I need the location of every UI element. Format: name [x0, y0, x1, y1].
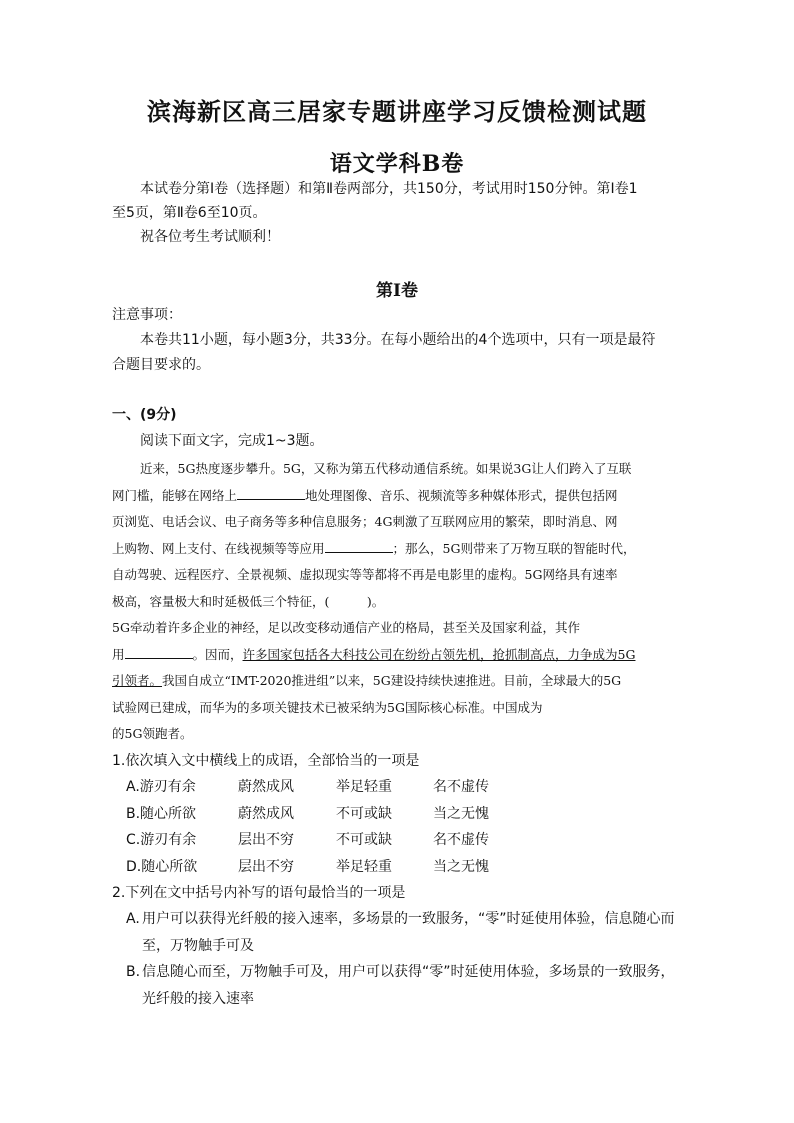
underlined-sentence-end: 引领者。 — [112, 673, 163, 688]
section1-heading: 一、(9分) — [112, 407, 177, 423]
intro-wish: 祝各位考生考试顺利！ — [140, 229, 280, 245]
question-2-stem: 2.下列在文中括号内补写的语句最恰当的一项是 — [112, 885, 406, 901]
option-word: 举足轻重 — [336, 779, 392, 795]
option-word: A.游刃有余 — [126, 779, 196, 795]
option-word: 蔚然成风 — [238, 805, 294, 822]
passage-line: 试验网已建成，而华为的多项关键技术已被采纳为5G国际核心标准。中国成为 — [112, 699, 543, 715]
exam-title: 滨海新区高三居家专题讲座学习反馈检测试题 — [147, 97, 647, 126]
option-text: 用户可以获得光纤般的接入速率，多场景的一致服务，“零”时延使用体验，信息随心而至，万物触手可及 — [142, 911, 675, 954]
option-word: 名不虚传 — [433, 832, 489, 848]
passage-text: 。因而， — [192, 646, 243, 662]
part1-title: 第Ⅰ卷 — [376, 281, 418, 301]
exam-intro — [112, 177, 682, 249]
option-word: 层出不穷 — [238, 832, 294, 848]
option-word: 不可或缺 — [336, 832, 392, 848]
exam-subtitle: 语文学科B卷 — [329, 151, 465, 177]
option-word: 举足轻重 — [336, 858, 392, 875]
option-word: D.随心所欲 — [126, 858, 198, 875]
notice-label: 注意事项： — [112, 307, 182, 323]
passage-line: 页浏览、电话会议、电子商务等多种信息服务；4G刺激了互联网应用的繁荣，即时消息、网 — [112, 514, 618, 529]
passage-text: 我国自成立“IMT-2020推进组”以来，5G建设持续快速推进。目前，全球最大的5G — [162, 673, 622, 688]
notice-line-1: 本卷共11小题，每小题3分，共33分。在每小题给出的4个选项中，只有一项是最符 — [140, 332, 656, 348]
underlined-sentence: 许多国家包括各大科技公司在纷纷占领先机，抢抓制高点，力争成为5G — [242, 646, 636, 662]
passage-line — [112, 668, 682, 695]
passage-text: 网门槛，能够在网络上 — [112, 487, 238, 503]
passage-line: 的5G领跑者。 — [112, 726, 193, 741]
option-word: B.随心所欲 — [126, 805, 197, 822]
notice-line-2: 合题目要求的。 — [112, 357, 210, 373]
option-word: 当之无愧 — [433, 805, 489, 822]
question-2-option-b — [112, 959, 687, 1012]
passage-line — [112, 536, 682, 563]
fill-blank-1 — [237, 485, 305, 500]
passage-line: 近来，5G热度逐步攀升。5G，又称为第五代移动通信系统。如果说3G让人们跨入了互联 — [140, 461, 632, 476]
passage-line: 5G牵动着许多企业的神经，足以改变移动通信产业的格局，甚至关及国家利益，其作 — [112, 620, 580, 635]
passage-text: 上购物、网上支付、在线视频等等应用 — [112, 540, 325, 556]
option-label: B. — [126, 964, 141, 980]
passage-text: ；那么，5G则带来了万物互联的智能时代， — [392, 540, 636, 556]
option-word: 蔚然成风 — [238, 779, 294, 795]
question-1-option-c — [112, 827, 687, 854]
notice-block — [112, 303, 682, 378]
section1-instruction: 阅读下面文字，完成1~3题。 — [140, 433, 324, 449]
question-2-option-a — [112, 906, 687, 959]
fill-blank-2 — [325, 538, 393, 553]
questions-block — [112, 748, 687, 1012]
option-word: 层出不穷 — [238, 858, 294, 875]
reading-passage — [112, 456, 682, 748]
question-1-option-d — [112, 854, 687, 881]
option-text: 信息随心而至，万物触手可及，用户可以获得“零”时延使用体验，多场景的一致服务，光纤般的接入速率 — [142, 964, 675, 1007]
option-label: A. — [126, 911, 140, 927]
option-word: C.游刃有余 — [126, 832, 197, 848]
passage-line: 极高，容量极大和时延极低三个特征，( )。 — [112, 593, 385, 609]
passage-text: 用 — [112, 646, 125, 662]
passage-line — [112, 483, 682, 510]
passage-line — [112, 642, 682, 669]
passage-text: 地处理图像、音乐、视频流等多种媒体形式，提供包括网 — [305, 487, 618, 503]
passage-line: 自动驾驶、远程医疗、全景视频、虚拟现实等等都将不再是电影里的虚构。5G网络具有速率 — [112, 567, 618, 582]
fill-blank-3 — [125, 644, 193, 659]
option-word: 名不虚传 — [433, 779, 489, 795]
option-word: 不可或缺 — [336, 805, 392, 822]
question-1-stem: 1.依次填入文中横线上的成语，全部恰当的一项是 — [112, 753, 420, 769]
question-1-option-a — [112, 774, 687, 801]
intro-line-1: 本试卷分第Ⅰ卷（选择题）和第Ⅱ卷两部分，共150分，考试用时150分钟。第Ⅰ卷1 — [140, 181, 638, 197]
intro-line-2: 至5页，第Ⅱ卷6至10页。 — [112, 205, 267, 221]
question-1-option-b — [112, 801, 687, 828]
option-word: 当之无愧 — [433, 858, 489, 875]
